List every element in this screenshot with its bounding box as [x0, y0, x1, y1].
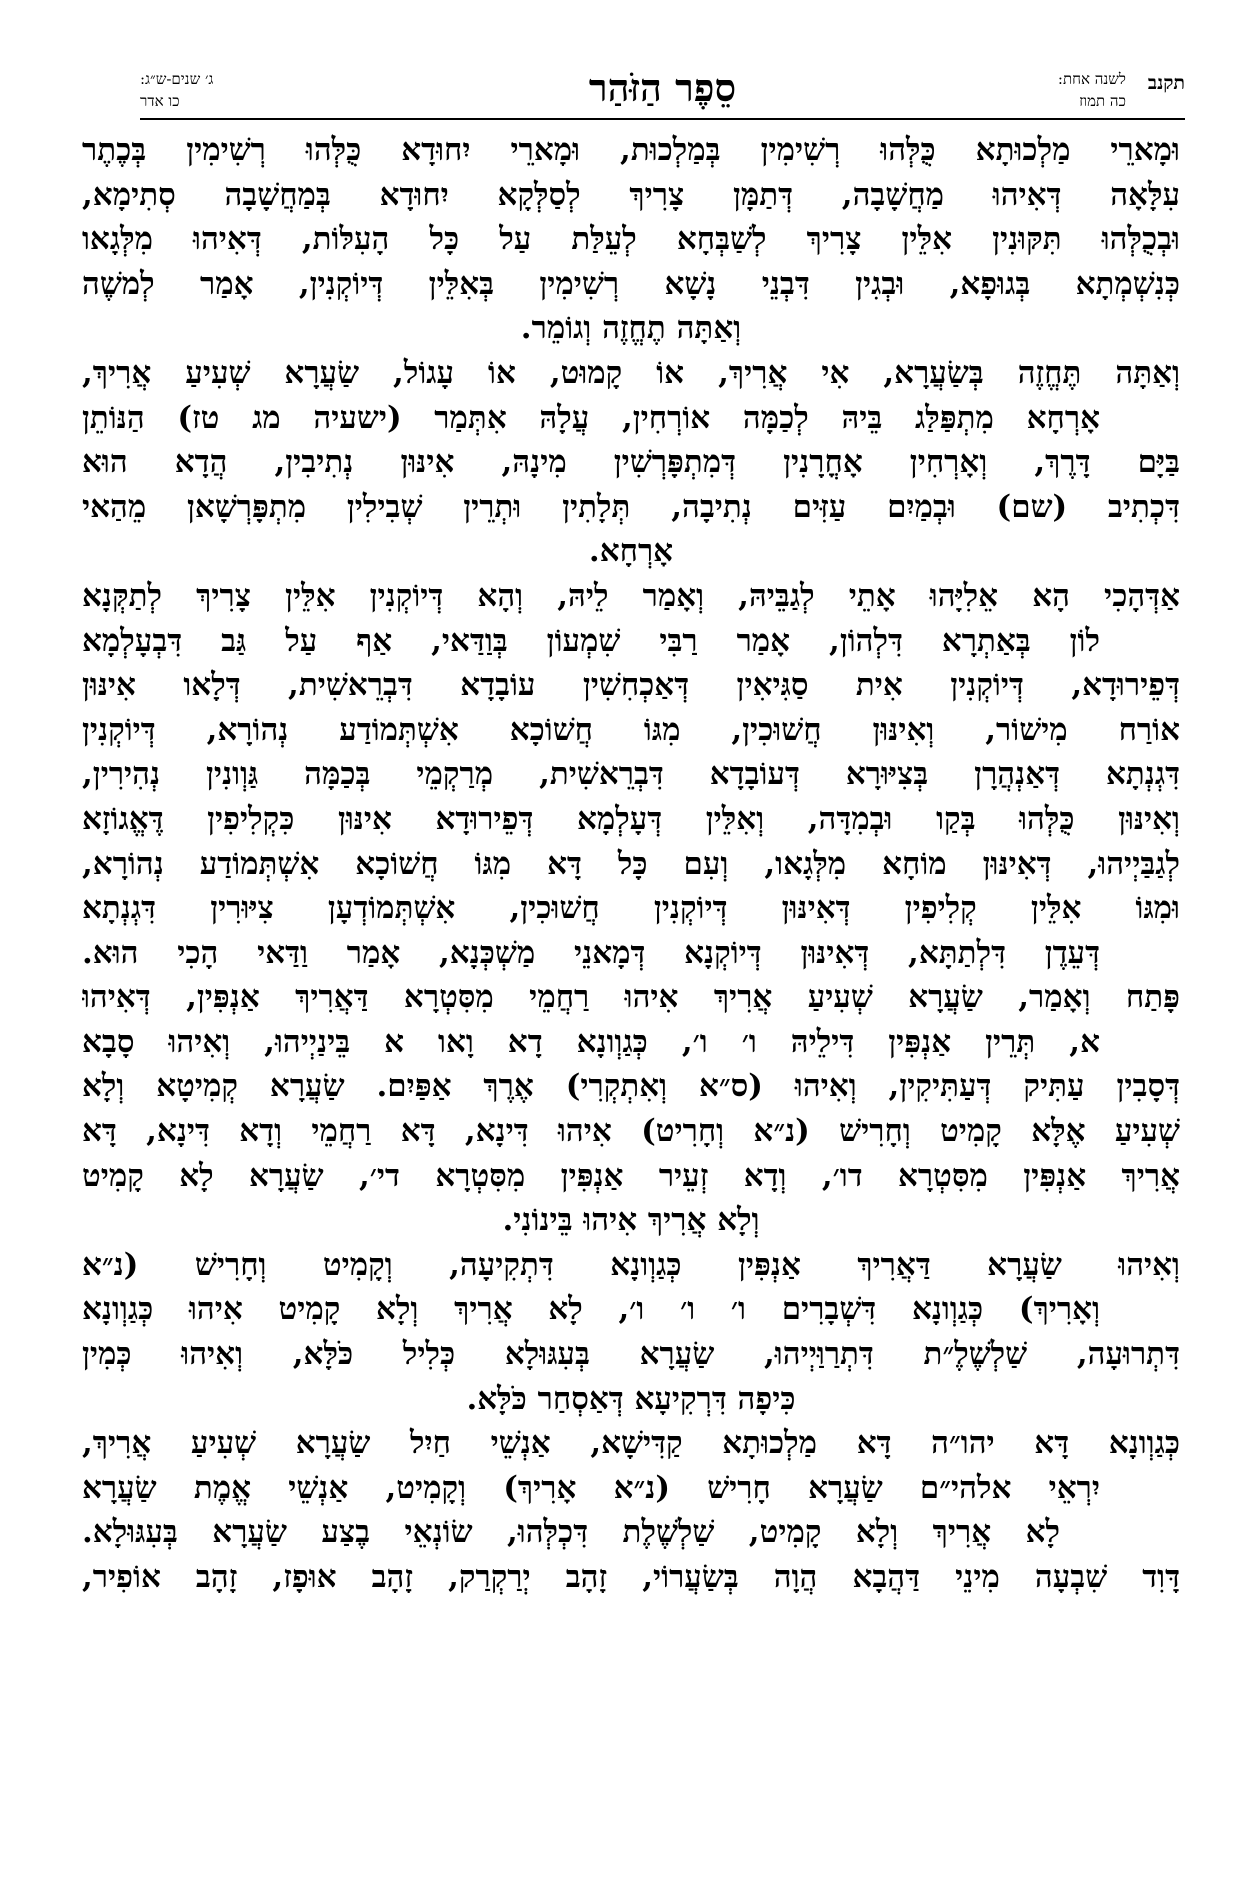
text-line: כְּגַוְונָא דָּא יהו״ה דָּא מַלְכוּתָא קַדִּישָׁא, אַנְשֵׁי חַיִל שַׂעֲרָא שְׁעִיעַ אֲרִיךְ, [82, 1425, 1180, 1462]
text-line: אַדְּהָכִי הָא אֵלִיָּהוּ אָתֵי לְגַבֵּיהּ, וְאָמַר לֵיהּ, וְהָא דְּיוֹקְנִין אִלֵּין צָרִיךְ לְתַקְּנָא [82, 577, 1180, 614]
text-line: שְׁעִיעַ אֶלָּא קָמִיט וְחָרִישׁ (נ״א וְחָרִיט) אִיהוּ דִּינָא, דָּא רַחֲמֵי וְדָא דִּינָא, דָּא [82, 1113, 1180, 1150]
text-line: וּמִגּוֹ אִלֵּין קְלִיפִין דְּאִינּוּן דְּיוֹקְנִין חֲשׁוּכִין, אִשְׁתְּמוֹדְעָן צִיּוּרִין דִּגְנְתָא [82, 890, 1180, 927]
text-line: וּבְכֻלְּהוּ תִּקּוּנִין אִלֵּין צָרִיךְ לְשַׁבְּחָא לְעֵלַּת עַל כָּל הָעִלּוֹת, דְּאִיהוּ מִלְּגָאו [82, 221, 1180, 258]
text-line: אָרְחָא מִתְפַּלַּג בֵּיהּ לְכַמָּה אוֹרְחִין, עֲלָהּ אִתְּמַר (ישעיה מג טז) הַנּוֹתֵן [82, 399, 1100, 436]
text-line: וְאִיהוּ שַׂעֲרָא דַּאֲרִיךְ אַנְפִּין כְּגַוְונָא דִּתְקִיעָה, וְקָמִיט וְחָרִישׁ (נ״א [82, 1246, 1180, 1283]
page-number: תקנב [1147, 72, 1185, 94]
text-line: דִּכְתִיב (שם) וּבְמַיִם עַזִּים נְתִיבָה, תְּלָתִין וּתְרֵין שְׁבִילִין מִתְפָּרְשָׁאן מֵהַאי [82, 488, 1180, 525]
text-line: כִּיפָה דִּרְקִיעָא דְּאַסְחַר כֹּלָּא. [466, 1380, 796, 1417]
daily-study-right [1058, 68, 1126, 112]
text-line: אָרְחָא. [588, 533, 674, 570]
text-line: א, תְּרֵין אַנְפִּין דִּילֵיהּ ו׳ ו׳, כְּגַוְונָא דָא וָאו א בֵּינַיְיהוּ, וְאִיהוּ סָבָא [82, 1023, 1100, 1060]
text-line: בַּיָּם דָּרֶךְ, וְאָרְחִין אָחֳרָנִין דְּמִתְפָּרְשִׁין מִינָהּ, אִינּוּן נְתִיבִין, הֲדָא הוּא [82, 444, 1180, 481]
book-title: סֵפֶר הַזֹּהַר [588, 65, 737, 110]
text-line: דְּסָבִין עַתִּיק דְּעַתִּיקִין, וְאִיהוּ (ס״א וְאִתְקְרִי) אֶרֶךְ אַפַּיִם. שַׂעֲרָא קְמִיטָא וְלָא [82, 1068, 1180, 1105]
study-date-right: כה תמוז [1079, 92, 1126, 110]
text-line: לָא אֲרִיךְ וְלָא קָמִיט, שַׁלְשֶׁלֶת דִּכְלְּהוּ, שׂוֹנְאֵי בֶצַע שַׂעֲרָא בְּעִגּוּלָא. [82, 1514, 1060, 1551]
text-line: דִּגְנְתָא דְּאַנְהֲרָן בְּצִיּוּרָא דְּעוֹבָדָא דִּבְרֵאשִׁית, מְרַקְמֵי בְּכַמָּה גַּוְונִין נְהִירִין, [82, 756, 1180, 793]
text-line: וְאַתָּה תֶּחֱזֶה בְּשַׂעֲרָא, אִי אֲרִיךְ, אוֹ קָמוּט, אוֹ עָגוֹל, שַׂעֲרָא שְׁעִיעַ אֲרִיךְ, [82, 354, 1180, 391]
text-line: וְלָא אֲרִיךְ אִיהוּ בֵּינוֹנִי. [502, 1202, 760, 1239]
text-line: אוֹרַח מִישׁוֹר, וְאִינּוּן חֲשׁוּכִין, מִגּוֹ חֲשׁוֹכָא אִשְׁתְּמוֹדַע נְהוֹרָא, דְּיוֹקְנִין [82, 711, 1180, 748]
text-line: וּמָארֵי מַלְכוּתָא כֻּלְּהוּ רְשִׁימִין בְּמַלְכוּת, וּמָארֵי יִחוּדָא כֻּלְּהוּ רְשִׁימִין בְּכֶתֶר [82, 132, 1180, 168]
daily-study-left [140, 68, 213, 112]
main-text [82, 128, 1180, 1600]
text-line: לוֹן בְּאַתְרָא דִּלְהוֹן, אָמַר רַבִּי שִׁמְעוֹן בְּוַדַּאי, אַף עַל גַּב דִּבְעָלְמָא [82, 622, 1100, 659]
header-right-block [1058, 68, 1185, 112]
text-line: אֲרִיךְ אַנְפִּין מִסִּטְרָא דו׳, וְדָא זְעֵיר אַנְפִּין מִסִּטְרָא די׳, שַׂעֲרָא לָא קָמִיט [82, 1157, 1180, 1194]
text-line: כְּנִשְׁמְתָא בְּגוּפָא, וּבְגִין דִּבְנֵי נָשָׁא רְשִׁימִין בְּאִלֵּין דְּיוֹקְנִין, אָמַר לְמשֶׁה [82, 265, 1180, 302]
text-line: דְּפֵירוּדָא, דְּיוֹקְנִין אִית סַגִּיאִין דְּאַכְחִשִׁין עוֹבָדָא דִּבְרֵאשִׁית, דְּלָאו אִינּוּן [82, 667, 1180, 704]
text-line: יִרְאֵי אלהי״ם שַׂעֲרָא חָרִישׁ (נ״א אָרִיךְ) וְקָמִיט, אַנְשֵׁי אֱמֶת שַׂעֲרָא [82, 1469, 1100, 1506]
text-line: לְגַבַּיְיהוּ, דְּאִינּוּן מוֹחָא מִלְּגָאו, וְעִם כָּל דָּא מִגּוֹ חֲשׁוֹכָא אִשְׁתְּמוֹדַע נְהוֹרָא, [82, 845, 1180, 882]
text-line: דִּתְרוּעָה, שַׁלְשֶׁלֶ״ת דִּתְרַוַּיְיהוּ, שַׂעֲרָא בְּעִגּוּלָא כְּלִיל כֹּלָּא, וְאִיהוּ כְּמִין [82, 1336, 1180, 1373]
study-label-three-years: ג׳ שנים-ש״ג: [140, 70, 214, 88]
text-line: וְאִינּוּן כֻּלְּהוּ בְּקַו וּבְמִדָּה, וְאִלֵּין דְּעָלְמָא דְּפֵירוּדָא אִינּוּן כִּקְלִיפִין דֶּאֱגוֹזָא [82, 800, 1180, 837]
text-line: דְּעֵדֶן דִּלְתַתָּא, דְּאִינּוּן דְּיוֹקְנָא דְּמָאנֵי מַשְׁכְּנָא, אָמַר וַדַּאי הָכִי הוּא. [82, 934, 1100, 971]
text-line: וְאַתָּה תֶחֱזֶה וְגוֹמֵר. [520, 310, 742, 347]
page-header [140, 62, 1185, 120]
text-line: דָּוִד שִׁבְעָה מִינֵי דַּהֲבָא הֲוָה בְּשַׂעֲרוֹי, זָהָב יְרַקְרַק, זָהָב אוּפָז, זָהָב אוֹפִיר, [82, 1559, 1180, 1595]
text-line: וְאָרִיךְ) כְּגַוְונָא דִּשְׁבָרִים ו׳ ו׳ ו׳, לָא אֲרִיךְ וְלָא קָמִיט אִיהוּ כְּגַוְונָא [82, 1291, 1100, 1328]
study-date-left: כו אדר [140, 92, 180, 110]
text-line: פָּתַח וְאָמַר, שַׂעֲרָא שְׁעִיעַ אֲרִיךְ אִיהוּ רַחֲמֵי מִסִּטְרָא דַּאֲרִיךְ אַנְפִּין, דְּאִיהוּ [82, 979, 1180, 1016]
text-line: עִלָּאָה דְּאִיהוּ מַחֲשָׁבָה, דְּתַמָּן צָרִיךְ לְסַלְּקָא יִחוּדָא בְּמַחֲשָׁבָה סְתִימָא, [82, 176, 1180, 213]
study-label-one-year: לשנה אחת: [1057, 70, 1126, 88]
